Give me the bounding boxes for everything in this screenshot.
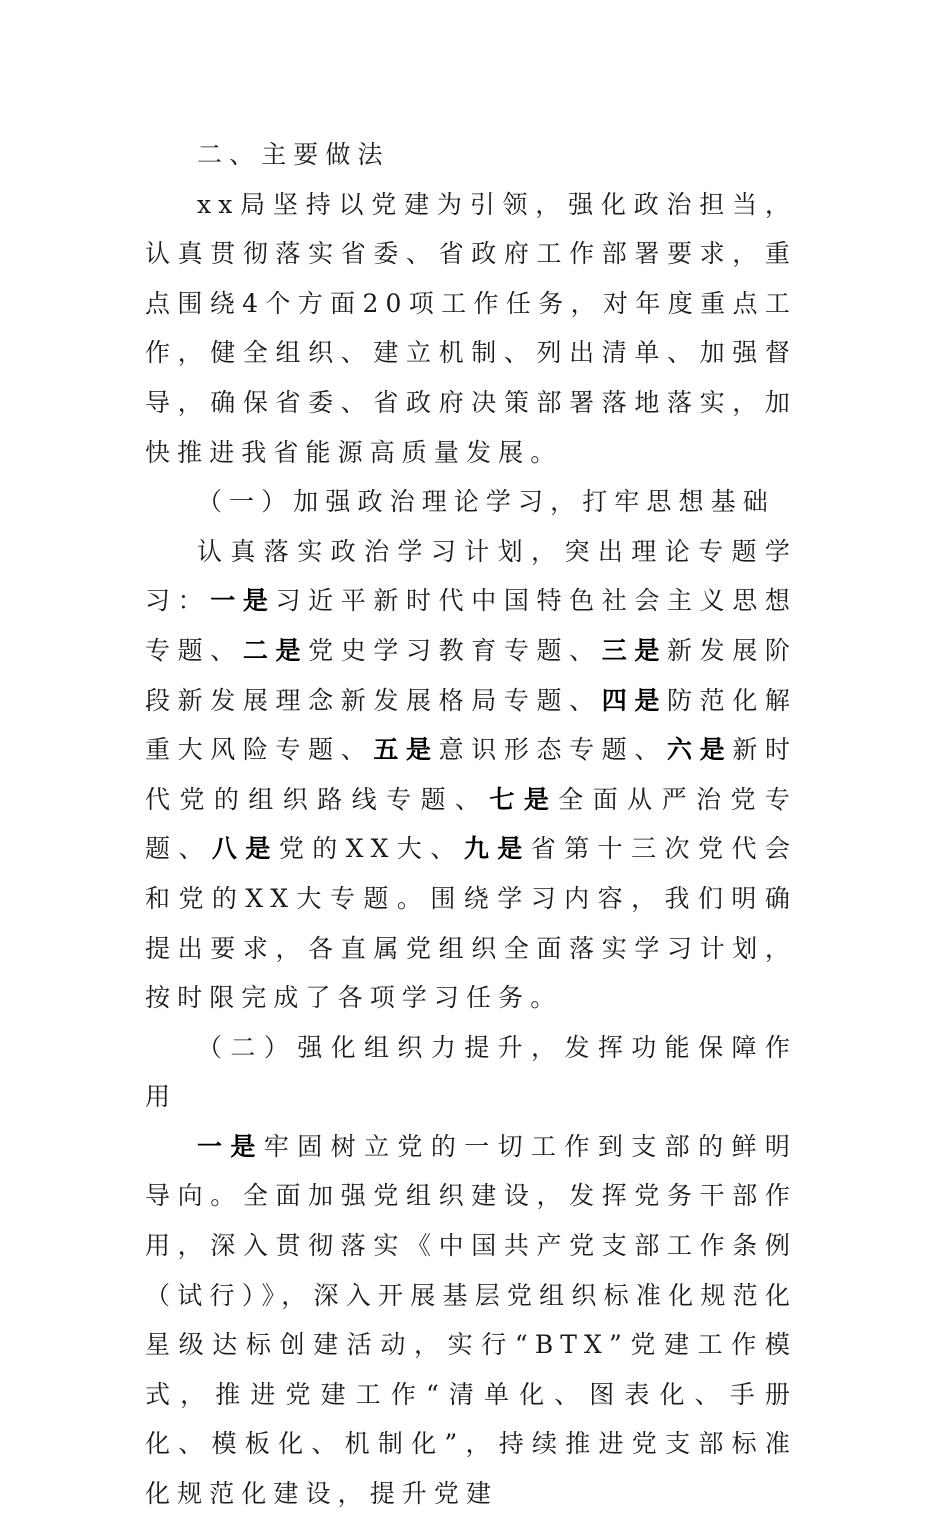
text-segment: 省第十三次党代会和党的XX大专题。围绕学习内容，我们明确提出要求，各直属党组织全面落实学习计划，按时限完成了各项学习任务。 — [145, 834, 798, 1013]
bold-ordinal-marker: 一是 — [197, 1131, 264, 1161]
text-segment: 认真落实政治学习计划，突出理论专题学习： — [145, 536, 797, 616]
text-segment: 新发展阶段新发展理念新发展格局专题、 — [145, 635, 797, 715]
text-segment: 新时代党的组织路线专题、 — [145, 735, 798, 814]
subsection-1-heading: （一）加强政治理论学习，打牢思想基础 — [197, 487, 775, 517]
text-segment: 意识形态专题、 — [438, 735, 668, 765]
text-segment: 党史学习教育专题、 — [308, 635, 602, 665]
subsection-2-heading: （二）强化组织力提升，发挥功能保障作用 — [145, 1032, 797, 1112]
text-segment: 牢固树立党的一切工作到支部的鲜明导向。全面加强党组织建设，发挥党务干部作用，深入贯彻落实《中国共产党支部工作条例（试行）》，深入开展基层党组织标准化规范化星级达标创建活动，实行“BTX”党建工作模式，推进党建工作“清单化、图表化、手册化、模板化、机制化”，持续推进党支部标准化规范化建设，提升党建 — [145, 1131, 797, 1509]
text-segment: 党的XX大、 — [278, 834, 464, 864]
text-segment: 全面从严治党专题、 — [145, 784, 798, 864]
bold-ordinal-marker: 九是 — [463, 834, 531, 864]
section-heading: 二、主要做法 — [197, 140, 390, 169]
bold-ordinal-marker: 三是 — [601, 635, 667, 665]
subsection-1-paragraph — [145, 527, 797, 1023]
text-segment: 习近平新时代中国特色社会主义思想专题、 — [145, 586, 798, 665]
document-page — [145, 130, 797, 1519]
intro-paragraph: xx局坚持以党建为引领，强化政治担当，认真贯彻落实省委、省政府工作部署要求，重点围绕4个方面20项工作任务，对年度重点工作，健全组织、建立机制、列出清单、加强督导，确保省委、省政府决策部署落地落实，加快推进我省能源高质量发展。 — [145, 189, 797, 467]
bold-ordinal-marker: 七是 — [489, 784, 559, 814]
bold-ordinal-marker: 一是 — [210, 586, 276, 616]
bold-ordinal-marker: 二是 — [242, 635, 309, 665]
text-segment: 防范化解重大风险专题、 — [145, 685, 798, 765]
bold-ordinal-marker: 六是 — [667, 735, 733, 765]
bold-ordinal-marker: 四是 — [601, 685, 668, 715]
bold-ordinal-marker: 八是 — [211, 834, 279, 864]
bold-ordinal-marker: 五是 — [373, 735, 439, 765]
subsection-2-paragraph — [145, 1122, 797, 1519]
